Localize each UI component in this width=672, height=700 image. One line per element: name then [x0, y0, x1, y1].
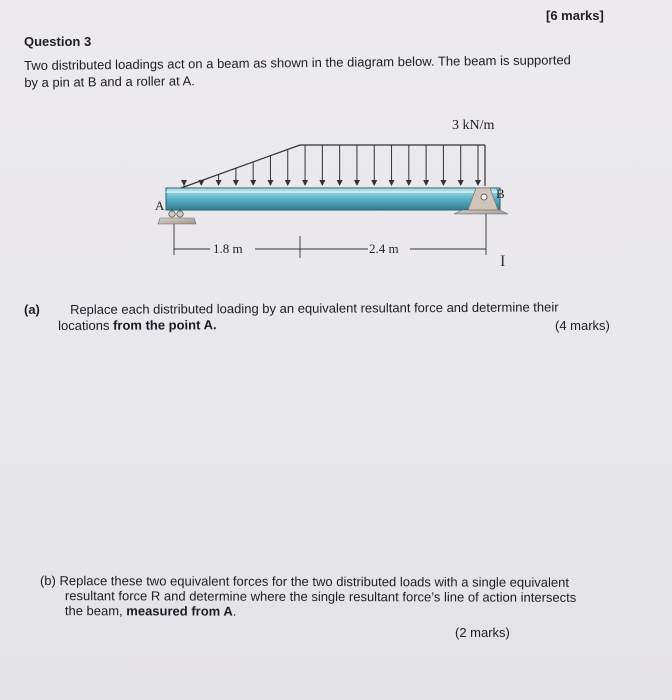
load-arrow-head: [250, 180, 256, 186]
part-a-line-2-plain: locations: [58, 317, 114, 334]
load-arrow-head: [354, 180, 360, 186]
load-arrow-head: [216, 180, 222, 186]
total-marks: [6 marks]: [546, 8, 604, 23]
part-b-line-3-bold: measured from A: [126, 603, 233, 619]
load-arrow-head: [440, 180, 446, 186]
load-arrow-head: [198, 180, 204, 186]
load-arrow-head: [458, 180, 464, 186]
load-arrow-head: [233, 180, 239, 186]
part-a-marks: (4 marks): [555, 318, 610, 333]
part-a-line-2: [58, 315, 559, 334]
text-cursor-icon: I: [500, 253, 506, 270]
load-arrows: [181, 145, 481, 187]
intro-line-2: by a pin at B and a roller at A.: [24, 73, 195, 90]
load-arrow-head: [423, 180, 429, 186]
support-b-label: B: [496, 186, 505, 201]
load-arrow-head: [406, 180, 412, 186]
part-b-label: (b): [39, 573, 56, 589]
part-b-marks: (2 marks): [455, 625, 510, 640]
part-a-line-2-bold: from the point A.: [113, 317, 217, 333]
dimension-1-label: 1.8 m: [213, 241, 243, 256]
load-arrow-head: [475, 180, 481, 186]
part-a-line-1: Replace each distributed loading by an equivalent resultant force and determine their: [70, 299, 559, 317]
load-intensity-label: 3 kN/m: [452, 118, 495, 133]
load-arrow-head: [337, 180, 343, 186]
part-b-text: [40, 573, 577, 620]
part-a-label: (a): [24, 302, 40, 317]
dimension-2-label: 2.4 m: [369, 241, 399, 256]
roller-support-a: [158, 211, 196, 255]
load-outline: [170, 145, 485, 192]
load-arrow-head: [285, 180, 291, 186]
load-arrow-head: [319, 180, 325, 186]
part-b-line-2: resultant force R and determine where the single resultant force’s line of action intersects: [64, 588, 577, 605]
load-arrow-head: [389, 180, 395, 186]
question-title: Question 3: [24, 34, 92, 49]
load-arrow-head: [371, 180, 377, 186]
load-arrow-head: [302, 180, 308, 186]
support-a-label: A: [155, 198, 165, 213]
load-arrow-head: [181, 180, 187, 186]
load-arrow-head: [267, 180, 273, 186]
part-b-line-3: the beam, measured from A.: [64, 603, 237, 619]
part-a-text: [58, 299, 559, 334]
part-b-line-1: (b) Replace these two equivalent forces for the two distributed loads with a single equivalent: [39, 573, 569, 590]
intro-line-1: Two distributed loadings act on a beam as shown in the diagram below. The beam is supported: [24, 52, 571, 73]
